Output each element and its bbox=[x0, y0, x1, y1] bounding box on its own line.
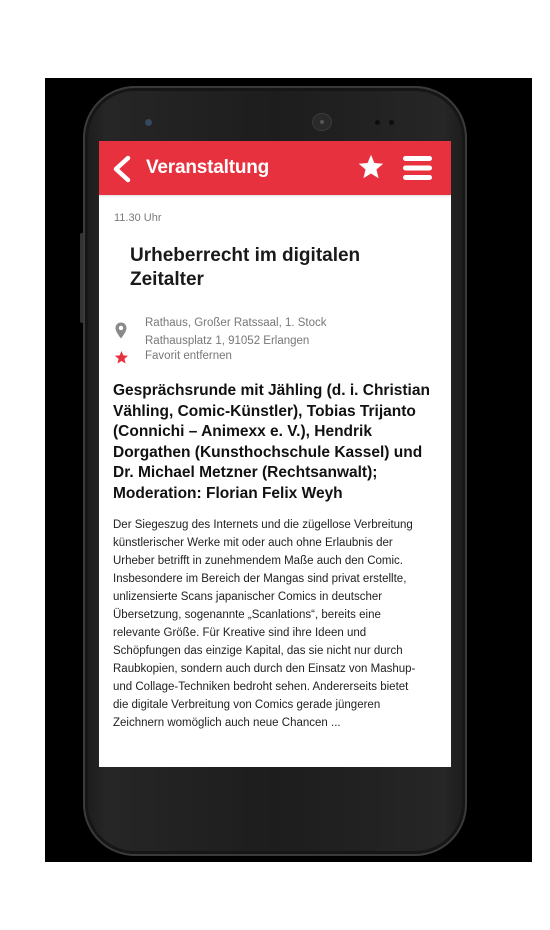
event-title bbox=[130, 244, 430, 292]
app-screen bbox=[99, 141, 451, 767]
earpiece-speaker bbox=[313, 114, 331, 130]
favorite-star-icon[interactable] bbox=[114, 350, 129, 365]
event-participants bbox=[113, 381, 439, 504]
light-sensor bbox=[389, 120, 394, 125]
description-line: Urheber betrifft in zunehmendem Maße auch den Comic. bbox=[113, 555, 403, 567]
participants-line: Dorgathen (Kunsthochschule Kassel) und bbox=[113, 443, 423, 461]
description-line: Raubkopien, sondern auch durch den Einsatz von Mashup- bbox=[113, 663, 416, 675]
location-venue: Rathaus, Großer Ratssaal, 1. Stock bbox=[145, 317, 327, 329]
description-line: relevante Größe. Für Kreative sind ihre Ideen und bbox=[113, 627, 367, 639]
event-title-line: Zeitalter bbox=[130, 269, 204, 290]
description-line: Der Siegeszug des Internets und die zügellose Verbreitung bbox=[113, 519, 413, 531]
event-time: 11.30 Uhr bbox=[114, 212, 162, 224]
description-line: Insbesondere im Bereich der Mangas sind privat erstellte, bbox=[113, 573, 407, 585]
remove-favorite-link[interactable]: Favorit entfernen bbox=[145, 350, 232, 362]
front-camera bbox=[145, 119, 152, 126]
participants-line: Gesprächsrunde mit Jähling (d. i. Christian bbox=[113, 382, 430, 399]
map-pin-icon bbox=[115, 322, 127, 339]
hamburger-menu-icon[interactable] bbox=[402, 155, 433, 181]
participants-line: Dr. Michael Metzner (Rechtsanwalt); bbox=[113, 464, 378, 481]
description-line: die digitale Verbreitung von Comics gerade jüngeren bbox=[113, 699, 381, 711]
event-location bbox=[145, 314, 327, 350]
participants-line: Moderation: Florian Felix Weyh bbox=[113, 484, 343, 502]
description-line: und Collage-Techniken bedroht sehen. Andererseits bietet bbox=[113, 681, 409, 693]
description-line: unlizensierte Scans japanischer Comics in deutscher bbox=[113, 591, 383, 603]
description-line: Zeichnern womöglich auch neue Chancen ... bbox=[113, 717, 341, 729]
chevron-left-icon[interactable] bbox=[111, 155, 133, 183]
event-title-line: Urheberrecht im digitalen bbox=[130, 245, 361, 266]
participants-line: Vähling, Comic-Künstler), Tobias Trijanto bbox=[113, 402, 416, 420]
participants-line: (Connichi – Animexx e. V.), Hendrik bbox=[113, 423, 372, 440]
description-line: Schöpfungen das einzige Kapital, das sie nicht nur durch bbox=[113, 645, 403, 657]
description-line: Übersetzung, sogenannte „Scanlations“, bereits eine bbox=[113, 609, 381, 621]
app-bar bbox=[99, 141, 451, 195]
page-title: Veranstaltung bbox=[146, 157, 270, 178]
proximity-sensor bbox=[375, 120, 380, 125]
location-address: Rathausplatz 1, 91052 Erlangen bbox=[145, 335, 310, 347]
star-icon[interactable] bbox=[357, 153, 385, 181]
description-line: künstlerischer Werke mit oder auch ohne Erlaubnis der bbox=[113, 537, 393, 549]
event-description bbox=[113, 516, 439, 732]
